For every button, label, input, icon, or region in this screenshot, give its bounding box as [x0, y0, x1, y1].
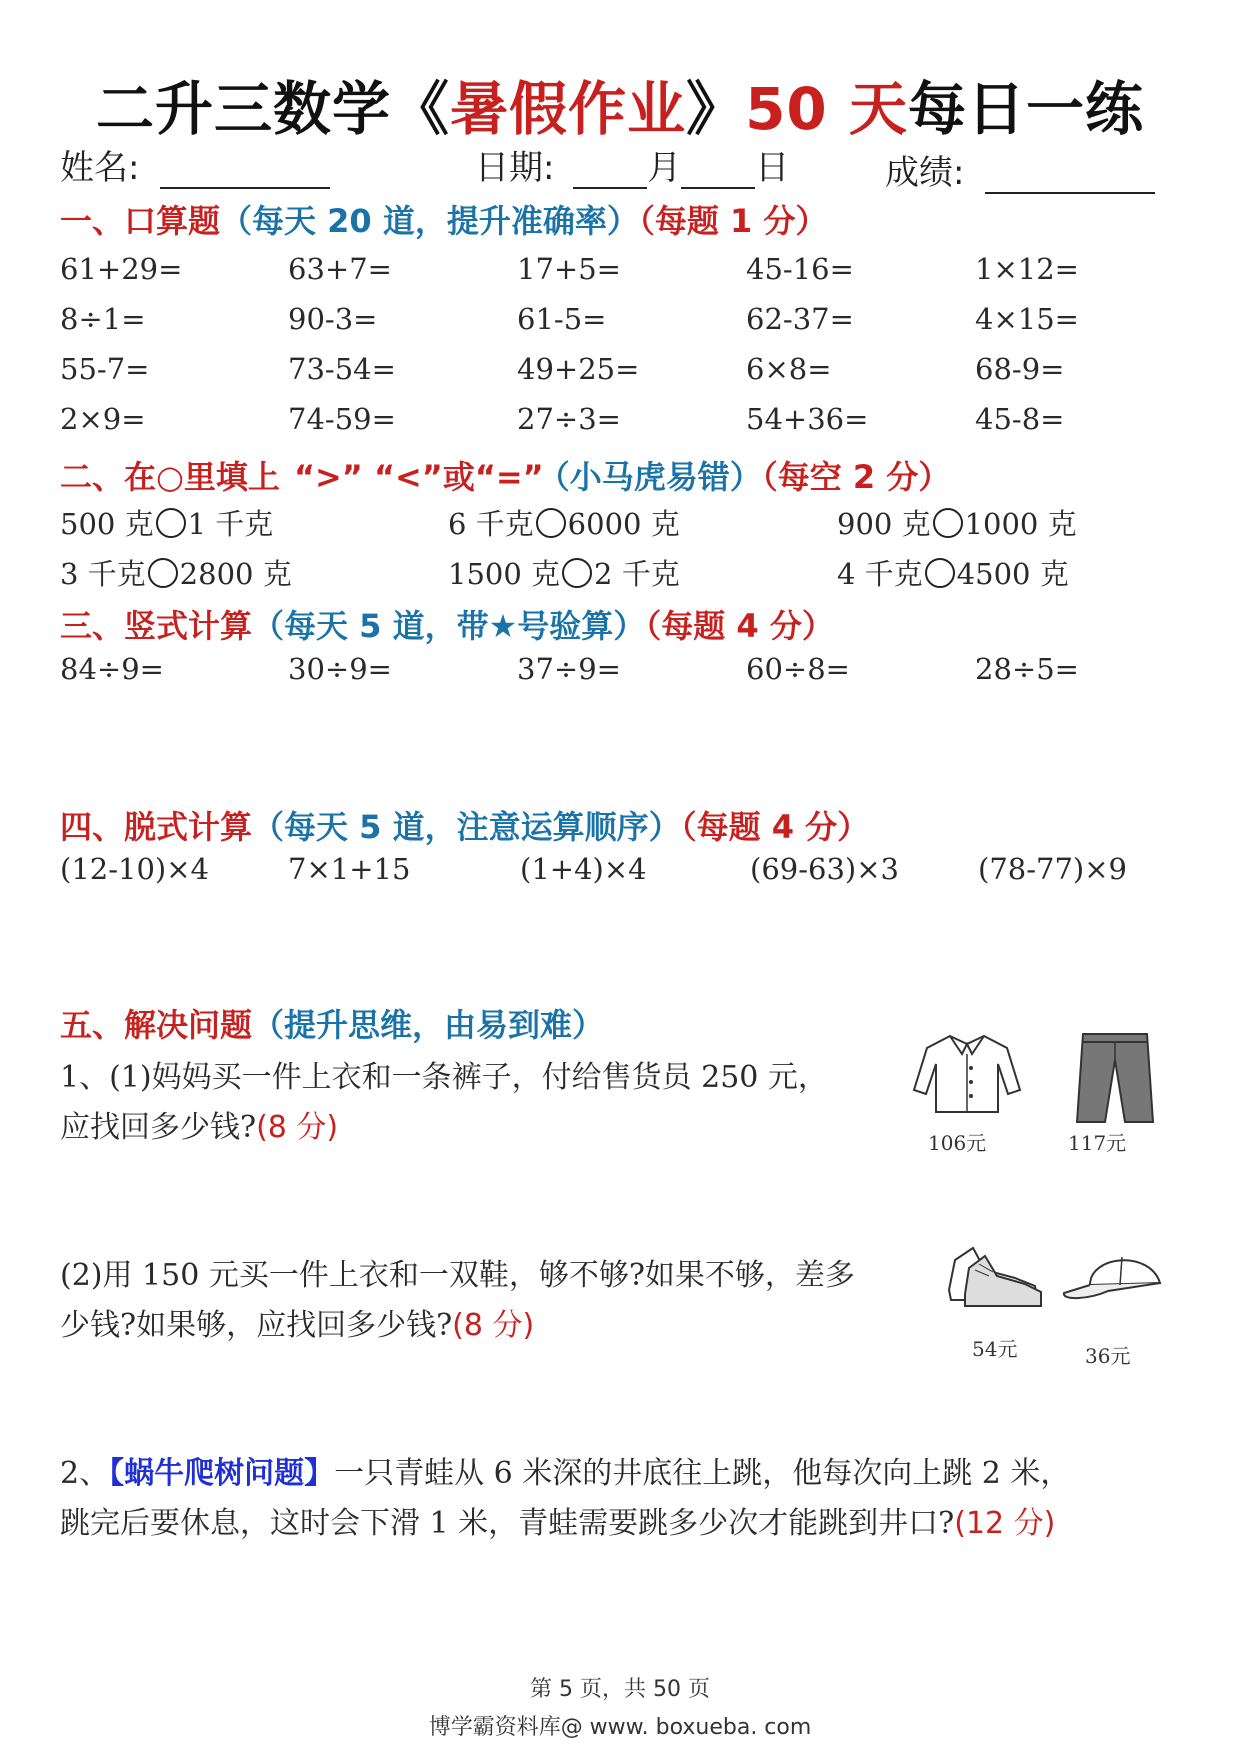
compare-right: 2 千克: [594, 557, 680, 591]
cap-price: 36元: [1085, 1344, 1131, 1368]
shirt-icon: [912, 1030, 1022, 1115]
shirt-price: 106元: [928, 1131, 987, 1155]
section4-heading: [60, 802, 869, 848]
section2-note: （小马虎易错）: [553, 458, 762, 496]
vertical-calc-question: 37÷9=: [517, 652, 621, 686]
title-part1: 二升三数学《: [96, 75, 451, 143]
compare-item: [60, 502, 273, 543]
stepwise-calc-question: (1+4)×4: [520, 852, 647, 886]
pants-icon: [1075, 1030, 1155, 1125]
day-label: 日: [755, 148, 790, 188]
section2-heading: [60, 452, 950, 498]
score-label: 成绩:: [885, 153, 965, 193]
answer-circle[interactable]: [148, 558, 178, 588]
oral-question: 61-5=: [517, 302, 607, 336]
score-blank[interactable]: [985, 156, 1155, 194]
section1-heading: [60, 196, 827, 242]
problem1a-text: 应找回多少钱?: [60, 1110, 257, 1145]
vertical-calc-question: 60÷8=: [746, 652, 850, 686]
name-field: [60, 140, 330, 189]
month-label: 月: [647, 148, 682, 188]
problem1a-score: (8 分): [256, 1110, 339, 1145]
section3-title: 三、竖式计算: [60, 607, 253, 645]
compare-item: [448, 502, 680, 543]
section4-note: （每天 5 道，注意运算顺序）: [252, 808, 681, 846]
answer-circle[interactable]: [562, 558, 592, 588]
oral-question: 68-9=: [975, 352, 1065, 386]
problem1a-line1: 1、(1)妈妈买一件上衣和一条裤子，付给售货员 250 元，: [60, 1060, 828, 1095]
oral-question: 55-7=: [60, 352, 150, 386]
oral-question: 2×9=: [60, 402, 146, 436]
compare-item: [837, 552, 1069, 593]
section1-points: （每题 1 分）: [638, 202, 828, 240]
date-label: 日期:: [475, 148, 555, 188]
compare-right: 1000 克: [964, 507, 1077, 541]
score-field: [885, 145, 1155, 194]
vertical-calc-question: 30÷9=: [288, 652, 392, 686]
section4-points: （每题 4 分）: [680, 808, 870, 846]
oral-question: 17+5=: [517, 252, 621, 286]
title-part2: 暑假作业: [450, 75, 687, 143]
date-field: [475, 140, 789, 189]
title-part5: 每日一练: [907, 75, 1144, 143]
oral-question: 61+29=: [60, 252, 183, 286]
shoes-icon: [945, 1240, 1045, 1310]
problem2-text1: 一只青蛙从 6 米深的井底往上跳，他每次向上跳 2 米，: [334, 1456, 1071, 1491]
section1-title: 一、口算题: [60, 202, 221, 240]
problem1b-line1: (2)用 150 元买一件上衣和一双鞋，够不够?如果不够，差多: [60, 1258, 855, 1293]
oral-question: 45-16=: [746, 252, 854, 286]
vertical-calc-question: 84÷9=: [60, 652, 164, 686]
problem2-text2: 跳完后要休息，这时会下滑 1 米，青蛙需要跳多少次才能跳到井口?: [60, 1506, 955, 1541]
oral-question: 73-54=: [288, 352, 396, 386]
oral-question: 6×8=: [746, 352, 832, 386]
title-part3: 》: [686, 75, 746, 143]
day-blank[interactable]: [681, 151, 755, 189]
compare-left: 3 千克: [60, 557, 146, 591]
compare-right: 6000 克: [567, 507, 680, 541]
oral-question: 45-8=: [975, 402, 1065, 436]
compare-right: 1 千克: [187, 507, 274, 541]
answer-circle[interactable]: [536, 508, 566, 538]
name-label: 姓名:: [60, 148, 140, 188]
problem1b-score: (8 分): [452, 1308, 535, 1343]
footer-site: 博学霸资料库@ www. boxueba. com: [428, 1715, 812, 1740]
oral-question: 63+7=: [288, 252, 392, 286]
cap-icon: [1060, 1245, 1165, 1315]
answer-circle[interactable]: [156, 508, 186, 538]
compare-left: 4 千克: [837, 557, 923, 591]
section1-note: （每天 20 道，提升准确率）: [220, 202, 639, 240]
oral-question: 49+25=: [517, 352, 640, 386]
problem2-tag: 【蜗牛爬树问题】: [109, 1456, 335, 1491]
problem1b-text: 少钱?如果够，应找回多少钱?: [60, 1308, 453, 1343]
section3-points: （每题 4 分）: [645, 607, 834, 645]
section5-title: 五、解决问题: [60, 1006, 253, 1044]
answer-circle[interactable]: [925, 558, 955, 588]
page-number: 第 5 页，共 50 页: [530, 1677, 710, 1702]
stepwise-calc-question: (78-77)×9: [978, 852, 1127, 886]
problem1b-line2: [60, 1300, 534, 1344]
problem2-score: (12 分): [954, 1506, 1056, 1541]
section2-title: 二、在○里填上: [60, 458, 280, 496]
stepwise-calc-question: (12-10)×4: [60, 852, 209, 886]
problem1a-line2: [60, 1102, 338, 1146]
section4-title: 四、脱式计算: [60, 808, 253, 846]
section5-heading: [60, 1000, 604, 1046]
compare-left: 900 克: [837, 507, 931, 541]
compare-left: 500 克: [60, 507, 154, 541]
oral-question: 62-37=: [746, 302, 854, 336]
compare-left: 6 千克: [448, 507, 534, 541]
section5-note: （提升思维，由易到难）: [252, 1006, 605, 1044]
compare-item: [448, 552, 680, 593]
section3-heading: [60, 601, 834, 647]
compare-right: 4500 克: [956, 557, 1069, 591]
oral-question: 74-59=: [288, 402, 396, 436]
compare-right: 2800 克: [179, 557, 292, 591]
oral-question: 27÷3=: [517, 402, 621, 436]
page-title: [0, 62, 1240, 146]
section2-points: （每空 2 分）: [761, 458, 951, 496]
title-part4: 50 天: [745, 75, 908, 143]
section3-note: （每天 5 道，带★号验算）: [252, 607, 646, 645]
oral-question: 8÷1=: [60, 302, 146, 336]
compare-item: [837, 502, 1077, 543]
problem2-num: 2、: [60, 1456, 110, 1491]
shoes-price: 54元: [972, 1337, 1018, 1361]
month-blank[interactable]: [573, 151, 647, 189]
problem2-line2: [60, 1498, 1055, 1542]
compare-item: [60, 552, 292, 593]
section2-symbols: “>” “<”或“=”: [293, 458, 544, 496]
pants-price: 117元: [1068, 1131, 1127, 1155]
name-blank[interactable]: [160, 151, 330, 189]
oral-question: 1×12=: [975, 252, 1079, 286]
oral-question: 4×15=: [975, 302, 1079, 336]
stepwise-calc-question: 7×1+15: [288, 852, 411, 886]
vertical-calc-question: 28÷5=: [975, 652, 1079, 686]
oral-question: 90-3=: [288, 302, 378, 336]
oral-question: 54+36=: [746, 402, 869, 436]
stepwise-calc-question: (69-63)×3: [750, 852, 899, 886]
compare-left: 1500 克: [448, 557, 561, 591]
problem2-line1: [60, 1448, 1070, 1492]
answer-circle[interactable]: [933, 508, 963, 538]
